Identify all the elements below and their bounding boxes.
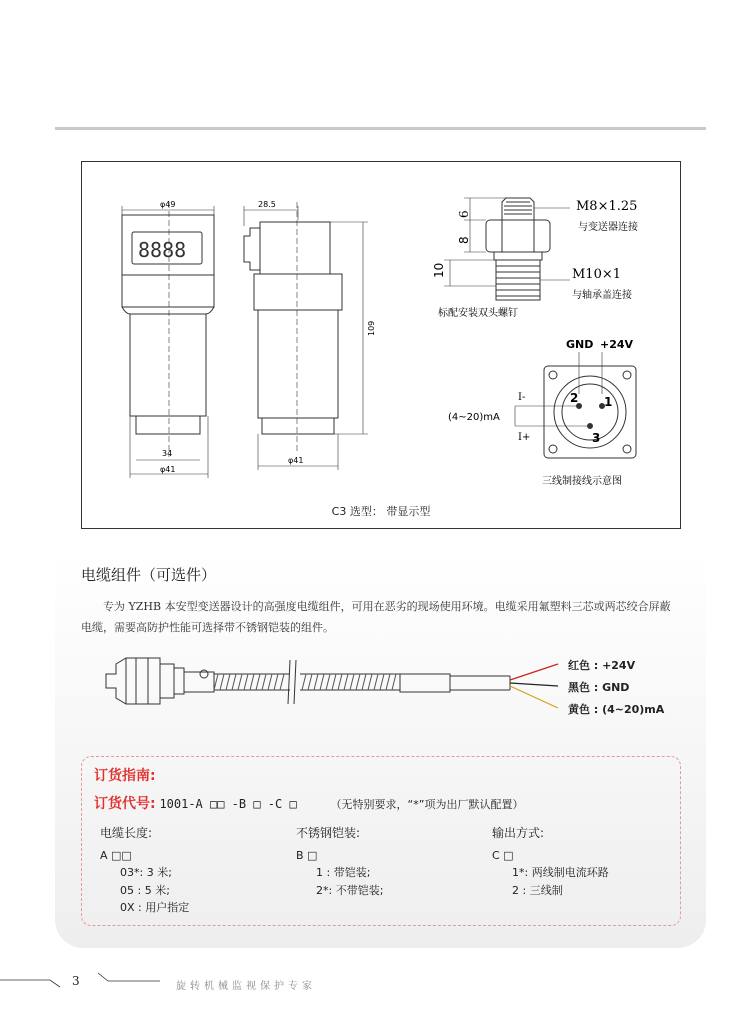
side-view (244, 202, 368, 470)
wire-legend (568, 655, 664, 721)
order-code-line (94, 793, 523, 813)
pin-3: 3 (592, 431, 601, 445)
dim-bottom-diameter-side: φ41 (288, 456, 304, 465)
column-item: 1*: 两线制电流环路 (512, 866, 609, 879)
connector-drawing (515, 352, 636, 458)
column-item: 03*: 3 米; (120, 866, 172, 879)
column-item: 2 : 三线制 (512, 883, 563, 897)
pin-2: 2 (570, 391, 579, 405)
wire-yellow (510, 686, 558, 708)
column-head: 输出方式: (492, 826, 545, 840)
thread-top-note: 与变送器连接 (578, 222, 638, 233)
order-column-armor (296, 825, 383, 899)
i-plus: I+ (518, 432, 531, 443)
order-code-note: （无特别要求，“*”项为出厂默认配置） (330, 798, 524, 811)
cable-drawing (100, 650, 570, 720)
thread-bottom-note: 与轴承盖连接 (572, 290, 632, 301)
display-digits: 8888 (138, 238, 187, 262)
page-number: 3 (72, 974, 80, 988)
figure-caption: C3 选型： 带显示型 (331, 505, 431, 518)
thread-top: M8×1.25 (576, 199, 638, 214)
i-minus: I- (518, 392, 526, 403)
cable-illustration (100, 650, 570, 724)
top-divider (55, 127, 706, 130)
thread-bottom: M10×1 (572, 267, 622, 282)
column-code: A □□ (100, 848, 132, 862)
wiring-gnd: GND (566, 338, 594, 351)
order-guide-title: 订货指南: (94, 768, 156, 784)
dim-top-diameter: φ49 (160, 200, 176, 209)
bolt-dim-10: 10 (432, 262, 446, 278)
order-column-length (100, 825, 189, 917)
order-column-output (492, 825, 609, 899)
bolt-label: 标配安装双头螺钉 (438, 308, 518, 319)
dim-bottom-diameter-front: φ41 (160, 465, 176, 474)
column-code: C □ (492, 848, 514, 862)
footer-slogan: 旋转机械监视保护专家 (176, 981, 316, 992)
column-item: 0X : 用户指定 (120, 901, 190, 914)
front-display-digits (138, 238, 186, 262)
column-item: 1 : 带铠装; (316, 866, 371, 879)
order-code-label: 订货代号: (94, 796, 156, 812)
dim-height: 109 (367, 320, 376, 336)
current-range: (4~20)mA (448, 412, 500, 423)
dim-side-top-width: 28.5 (258, 200, 276, 209)
wiring-label: 三线制接线示意图 (542, 476, 622, 487)
wire-red (510, 664, 558, 680)
cable-section-paragraph: 专为 YZHB 本安型变送器设计的高强度电缆组件，可用在恶劣的现场使用环境。电缆采用氟塑料三芯或两芯绞合屏蔽电缆，需要高防护性能可选择带不锈钢铠装的组件。 (81, 600, 671, 634)
column-code: B □ (296, 848, 318, 862)
wiring-24v: +24V (600, 338, 634, 351)
order-code-value: 1001-A □□ -B □ -C □ (159, 797, 297, 811)
bolt-dim-6: 6 (457, 210, 471, 218)
wire-black (510, 683, 558, 686)
order-guide-box (81, 756, 681, 926)
column-head: 不锈钢铠装: (296, 826, 361, 840)
dim-inner-width: 34 (162, 449, 173, 458)
wire-legend-item: 黄色 : (4~20)mA (568, 703, 665, 716)
column-head: 电缆长度: (100, 826, 153, 840)
pin-1: 1 (604, 395, 613, 409)
column-item: 05 : 5 米; (120, 883, 170, 897)
cable-section-title: 电缆组件（可选件） (81, 566, 217, 584)
bolt-dim-8: 8 (457, 236, 471, 244)
wire-legend-item: 红色 : +24V (568, 659, 636, 672)
drawing-frame (81, 161, 681, 529)
technical-drawing (82, 162, 680, 528)
column-item: 2*: 不带铠装; (316, 883, 384, 897)
wire-legend-item: 黑色 : GND (568, 681, 630, 694)
footer-lines (0, 965, 750, 1005)
